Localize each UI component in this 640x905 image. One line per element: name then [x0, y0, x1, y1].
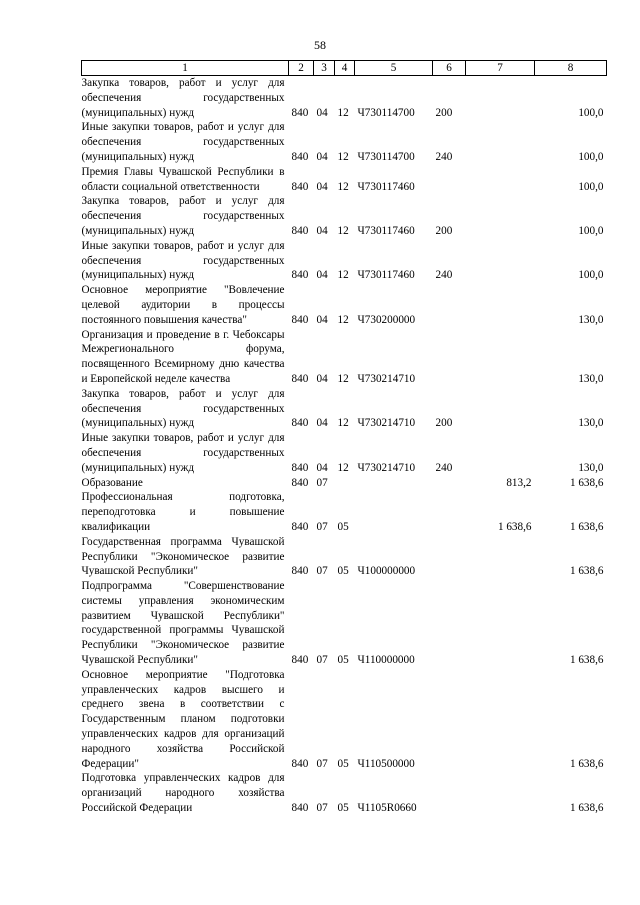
total-cell: 100,0	[578, 180, 604, 193]
expense-type-cell: 240	[435, 461, 453, 474]
section-cell: 04	[316, 372, 328, 385]
row-name-cell: Иные закупки товаров, работ и услуг для обеспечения государственных (муниципальных) нужд	[81, 239, 285, 282]
subsection-cell: 12	[337, 180, 349, 193]
admin-code-cell: 840	[291, 224, 309, 237]
section-cell: 04	[316, 150, 328, 163]
table-header-row	[82, 61, 607, 76]
expense-type-cell	[433, 283, 466, 327]
sum-cell: 813,2	[506, 476, 532, 489]
table-row	[82, 283, 607, 327]
subsection-cell: 05	[337, 757, 349, 770]
column-header: 2	[289, 61, 314, 76]
section-cell: 07	[316, 520, 328, 533]
target-article-cell: Ч730114700	[357, 150, 415, 163]
expense-type-cell	[433, 579, 466, 668]
admin-code-cell: 840	[291, 461, 309, 474]
table-body	[82, 76, 607, 816]
sum-cell	[466, 387, 535, 431]
table-row	[82, 76, 607, 121]
table-row	[82, 165, 607, 195]
subsection-cell: 05	[337, 802, 349, 815]
column-header: 8	[535, 61, 607, 76]
row-name-cell: Закупка товаров, работ и услуг для обеспечения государственных (муниципальных) нужд	[81, 77, 285, 119]
section-cell: 04	[316, 180, 328, 193]
row-name-cell: Профессиональная подготовка, переподготовка и повышение квалификации	[81, 491, 285, 533]
table-row	[82, 120, 607, 164]
section-cell: 07	[316, 654, 328, 667]
target-article-cell: Ч730214710	[357, 461, 416, 474]
total-cell: 100,0	[578, 106, 604, 119]
subsection-cell: 12	[337, 417, 349, 430]
expense-type-cell	[433, 328, 466, 387]
sum-cell	[466, 579, 535, 668]
expense-type-cell	[433, 165, 466, 195]
admin-code-cell: 840	[291, 757, 309, 770]
sum-cell	[466, 283, 535, 327]
target-article-cell: Ч730117460	[357, 269, 415, 282]
sum-cell	[466, 120, 535, 164]
table-row	[82, 239, 607, 283]
target-article-cell: Ч730214710	[357, 372, 416, 385]
admin-code-cell: 840	[291, 520, 309, 533]
total-cell: 1 638,6	[569, 757, 604, 770]
section-cell: 04	[316, 224, 328, 237]
row-name-cell: Основное мероприятие "Вовлечение целевой аудитории в процессы постоянного повышения качества"	[81, 284, 285, 326]
column-header: 6	[433, 61, 466, 76]
section-cell: 04	[316, 106, 328, 119]
admin-code-cell: 840	[291, 372, 309, 385]
subsection-cell: 12	[337, 269, 349, 282]
admin-code-cell: 840	[291, 269, 309, 282]
row-name-cell: Иные закупки товаров, работ и услуг для обеспечения государственных (муниципальных) нужд	[81, 432, 285, 474]
subsection-cell: 12	[337, 106, 349, 119]
total-cell: 1 638,6	[569, 565, 604, 578]
sum-cell	[466, 668, 535, 772]
expense-type-cell	[433, 771, 466, 815]
sum-cell	[466, 76, 535, 121]
expense-type-cell: 240	[435, 150, 453, 163]
subsection-cell: 05	[337, 520, 349, 533]
total-cell: 100,0	[578, 224, 604, 237]
expense-type-cell	[433, 535, 466, 579]
section-cell: 07	[316, 757, 328, 770]
sum-cell	[466, 194, 535, 238]
table-row	[82, 387, 607, 431]
table-row	[82, 771, 607, 815]
target-article-cell	[355, 476, 433, 491]
sum-cell	[466, 239, 535, 283]
target-article-cell: Ч730214710	[357, 417, 416, 430]
subsection-cell	[335, 476, 355, 491]
total-cell: 1 638,6	[569, 802, 604, 815]
target-article-cell: Ч110000000	[357, 654, 415, 667]
table-row	[82, 535, 607, 579]
column-header: 1	[82, 61, 289, 76]
table-row	[82, 431, 607, 475]
row-name-cell: Закупка товаров, работ и услуг для обеспечения государственных (муниципальных) нужд	[81, 387, 285, 430]
expense-type-cell: 200	[435, 417, 453, 430]
table-row	[82, 579, 607, 668]
subsection-cell: 12	[337, 313, 349, 326]
budget-table	[81, 60, 607, 816]
admin-code-cell: 840	[291, 417, 309, 430]
row-name-cell: Основное мероприятие "Подготовка управленческих кадров высшего и среднего звена в соответствии с Государственным планом подготовки управленческих кадров для организаций народного хозяйства Российской Федерации"	[81, 668, 285, 770]
total-cell: 130,0	[578, 313, 604, 326]
target-article-cell: Ч730117460	[357, 224, 415, 237]
subsection-cell: 12	[337, 224, 349, 237]
subsection-cell: 12	[337, 150, 349, 163]
column-header: 7	[466, 61, 535, 76]
total-cell: 100,0	[578, 150, 604, 163]
column-header: 3	[314, 61, 335, 76]
admin-code-cell: 840	[291, 802, 309, 815]
table-row	[82, 194, 607, 238]
admin-code-cell: 840	[291, 313, 309, 326]
subsection-cell: 12	[337, 461, 349, 474]
sum-cell	[466, 165, 535, 195]
target-article-cell: Ч730117460	[357, 180, 415, 193]
total-cell: 100,0	[578, 269, 604, 282]
target-article-cell: Ч100000000	[357, 565, 416, 578]
section-cell: 04	[316, 313, 328, 326]
admin-code-cell: 840	[291, 476, 309, 489]
total-cell: 130,0	[578, 372, 604, 385]
expense-type-cell	[433, 476, 466, 491]
sum-cell	[466, 328, 535, 387]
column-header: 4	[335, 61, 355, 76]
admin-code-cell: 840	[291, 106, 309, 119]
total-cell: 1 638,6	[569, 520, 604, 533]
section-cell: 07	[316, 565, 328, 578]
admin-code-cell: 840	[291, 180, 309, 193]
row-name-cell: Премия Главы Чувашской Республики в области социальной ответственности	[81, 165, 285, 193]
row-name-cell: Закупка товаров, работ и услуг для обеспечения государственных (муниципальных) нужд	[81, 195, 285, 237]
expense-type-cell: 200	[435, 106, 453, 119]
section-cell: 07	[316, 476, 328, 489]
sum-cell	[466, 771, 535, 815]
row-name-cell: Государственная программа Чувашской Республики "Экономическое развитие Чувашской Республики"	[81, 535, 285, 578]
admin-code-cell: 840	[291, 654, 309, 667]
total-cell: 130,0	[578, 417, 604, 430]
table-row	[82, 328, 607, 387]
target-article-cell: Ч110500000	[357, 757, 415, 770]
subsection-cell: 12	[337, 372, 349, 385]
expense-type-cell: 200	[435, 224, 453, 237]
total-cell: 130,0	[578, 461, 604, 474]
subsection-cell: 05	[337, 654, 349, 667]
expense-type-cell: 240	[435, 269, 453, 282]
section-cell: 04	[316, 417, 328, 430]
row-name-cell: Подготовка управленческих кадров для организаций народного хозяйства Российской Федерации	[81, 772, 285, 815]
expense-type-cell	[433, 668, 466, 772]
row-name-cell: Организация и проведение в г. Чебоксары Межрегионального форума, посвященного Всемирному дню качества и Европейской неделе качества	[81, 328, 285, 385]
sum-cell: 1 638,6	[497, 520, 532, 533]
admin-code-cell: 840	[291, 150, 309, 163]
row-name-cell: Иные закупки товаров, работ и услуг для обеспечения государственных (муниципальных) нужд	[81, 121, 285, 163]
column-header: 5	[355, 61, 433, 76]
target-article-cell: Ч730200000	[357, 313, 416, 326]
subsection-cell: 05	[337, 565, 349, 578]
target-article-cell	[355, 490, 433, 534]
row-name-cell: Образование	[81, 476, 143, 489]
total-cell: 1 638,6	[569, 476, 604, 489]
expense-type-cell	[433, 490, 466, 534]
table-row	[82, 476, 607, 491]
admin-code-cell: 840	[291, 565, 309, 578]
section-cell: 04	[316, 461, 328, 474]
table-row	[82, 668, 607, 772]
target-article-cell: Ч1105R0660	[357, 802, 417, 815]
target-article-cell: Ч730114700	[357, 106, 415, 119]
page-number: 58	[314, 38, 326, 52]
sum-cell	[466, 431, 535, 475]
row-name-cell: Подпрограмма "Совершенствование системы управления экономическим развитием Чувашской Республики" государственной программы Чувашской Республики "Экономическое развитие Чувашской Республики"	[81, 580, 285, 667]
section-cell: 07	[316, 802, 328, 815]
section-cell: 04	[316, 269, 328, 282]
sum-cell	[466, 535, 535, 579]
total-cell: 1 638,6	[569, 654, 604, 667]
table-row	[82, 490, 607, 534]
